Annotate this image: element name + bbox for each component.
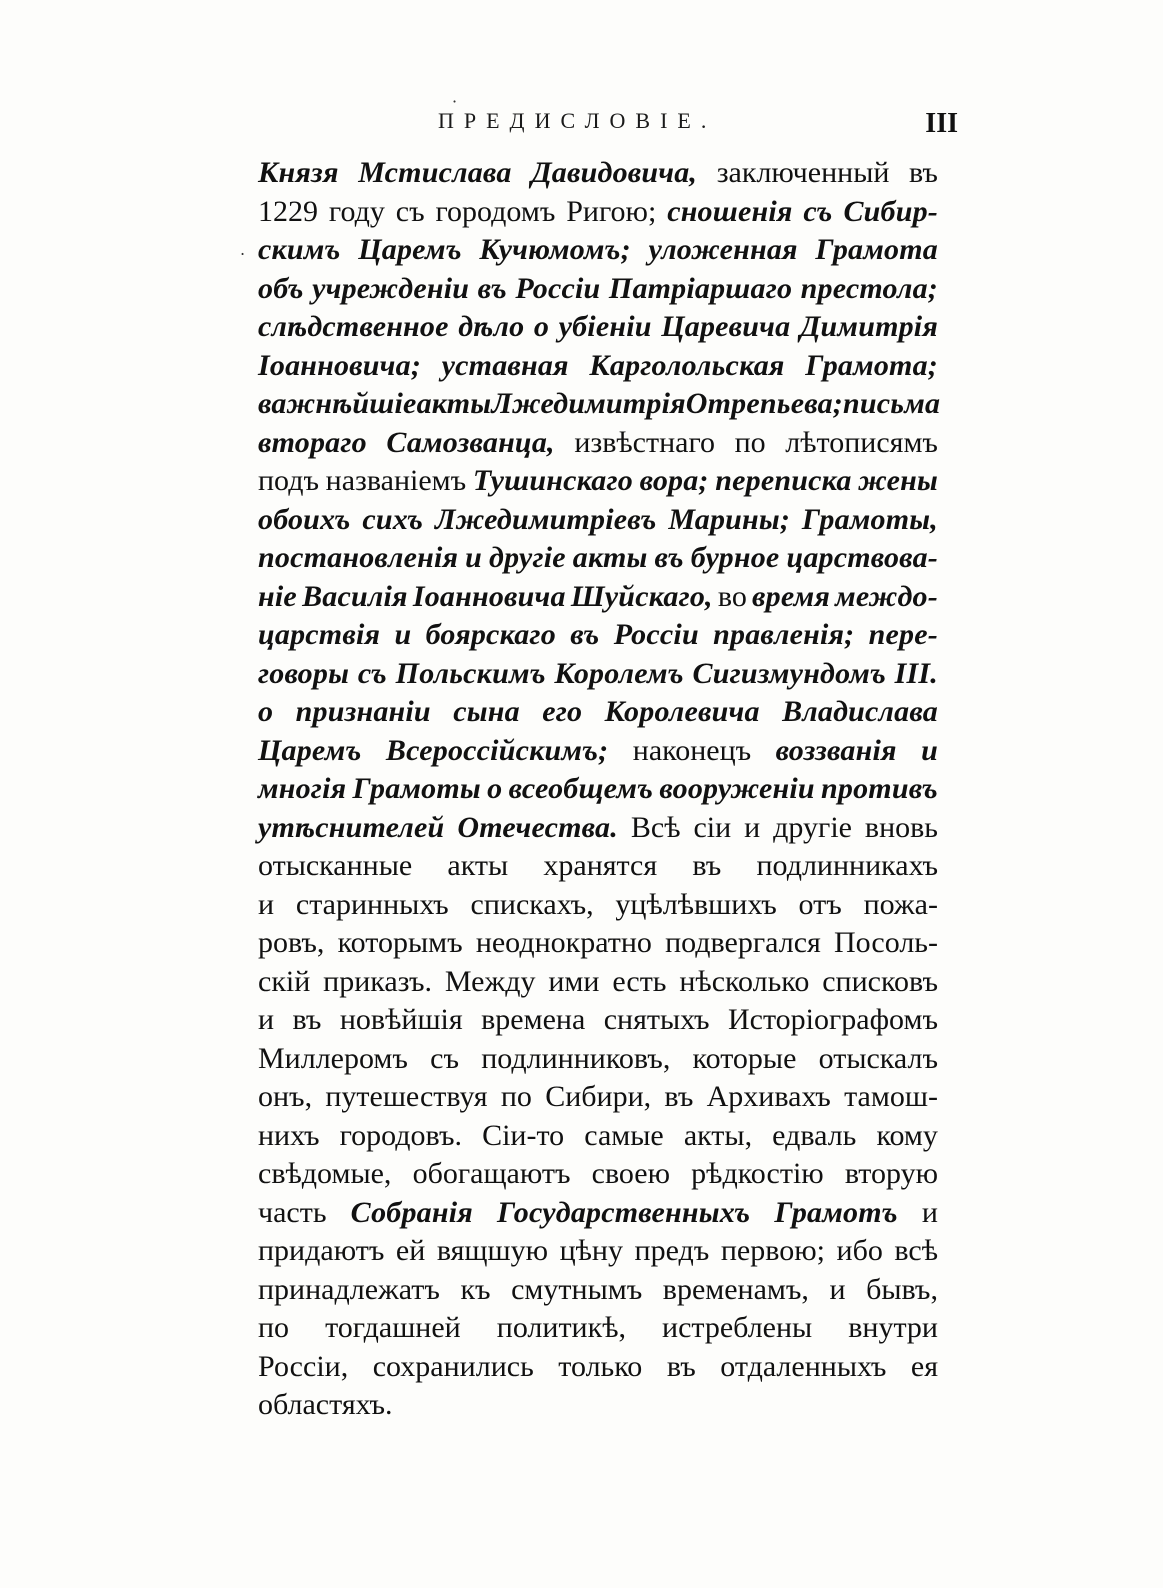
text-word: по	[500, 1080, 532, 1113]
text-word: свѣдомые,	[258, 1157, 392, 1190]
text-word: пере-	[868, 618, 938, 651]
text-word: названіемъ	[325, 464, 467, 497]
text-word: и	[829, 1272, 846, 1306]
text-word: о	[487, 772, 503, 805]
text-word: всеобщемъ	[508, 772, 654, 805]
text-word: Россіи	[613, 618, 699, 651]
text-word: Мстислава	[358, 156, 512, 189]
text-word: сношенія	[667, 194, 793, 228]
text-word: акты	[416, 387, 492, 420]
text-line	[258, 732, 938, 771]
text-word: вновь	[864, 810, 938, 844]
text-word: Лжедимитріевъ	[434, 502, 657, 536]
text-word: скій	[258, 964, 311, 998]
text-word: обоихъ	[258, 502, 351, 536]
print-speck: ·	[452, 92, 458, 111]
text-word: областяхъ.	[258, 1388, 393, 1421]
text-word: сына	[453, 695, 520, 728]
text-word: наконецъ	[632, 733, 752, 767]
text-line	[258, 770, 938, 809]
text-word: скимъ	[258, 233, 341, 266]
text-line	[258, 308, 938, 347]
text-word: царствова-	[786, 541, 938, 574]
text-word: и	[258, 1003, 275, 1036]
text-word: Владислава	[782, 695, 938, 728]
text-word: Польскимъ	[395, 656, 546, 690]
text-line	[258, 1040, 938, 1079]
text-word: III.	[894, 656, 938, 690]
text-word: которымъ	[337, 926, 463, 959]
text-word: подвергался	[665, 926, 821, 959]
text-word: втораго	[258, 425, 367, 459]
text-word: Грамоты,	[801, 502, 938, 536]
text-word: уложенная	[648, 233, 798, 266]
text-word: предъ	[634, 1234, 710, 1267]
text-word: Кучюмомъ;	[479, 233, 631, 266]
text-word: и	[744, 810, 761, 844]
text-word: переписка	[715, 464, 852, 497]
text-word: въ	[666, 1349, 696, 1383]
text-word: Грамоты	[352, 772, 481, 805]
text-word: Князя	[258, 156, 339, 189]
text-word: съ	[803, 194, 833, 228]
text-word: съ	[430, 1041, 459, 1075]
text-word: Королевича	[604, 695, 760, 728]
text-line	[258, 1155, 938, 1194]
text-word: въ	[692, 849, 722, 882]
text-word: Димитрія	[799, 310, 938, 343]
text-word: бывъ,	[866, 1272, 938, 1306]
text-word: Сіи-то	[482, 1118, 565, 1152]
text-word: учрежденіи	[312, 271, 470, 305]
text-word: въ	[570, 618, 600, 651]
text-word: во	[717, 579, 747, 613]
text-word: подлинникахъ	[756, 849, 938, 882]
text-word: Сигизмундомъ	[692, 656, 886, 690]
text-word: есть	[612, 964, 667, 998]
text-word: ровъ,	[258, 926, 325, 959]
text-word: всѣ	[894, 1234, 938, 1267]
text-line	[258, 154, 938, 193]
text-word: его	[542, 695, 583, 728]
text-word: Исторіографомъ	[727, 1003, 938, 1036]
text-word: Между	[444, 964, 536, 998]
text-word: списковъ	[822, 964, 938, 998]
text-word: слѣдственное	[258, 310, 449, 343]
text-word: междо-	[835, 579, 938, 613]
text-word: вора;	[639, 464, 709, 497]
text-line	[258, 1001, 938, 1040]
text-word: къ	[460, 1272, 491, 1306]
text-word: Россіи,	[258, 1349, 349, 1383]
text-line	[258, 462, 938, 501]
running-head: ПРЕДИСЛОВІЕ.	[438, 108, 717, 133]
text-line	[258, 693, 938, 732]
text-word: въ	[477, 271, 507, 305]
text-word: извѣстнаго	[574, 425, 716, 459]
text-word: кому	[876, 1118, 938, 1152]
text-word: и	[921, 733, 938, 767]
text-word: уставная	[441, 348, 569, 382]
page-number: III	[925, 108, 958, 139]
text-word: ибо	[836, 1234, 883, 1267]
text-line	[258, 1078, 938, 1117]
text-word: по	[734, 425, 766, 459]
text-word: Царемъ	[358, 233, 462, 266]
text-word: Россіи	[515, 271, 601, 305]
text-word: только	[558, 1349, 643, 1383]
text-word: Іоанновича	[412, 579, 566, 613]
text-word: утѣснителей	[258, 810, 445, 844]
text-word: Василія	[302, 579, 408, 613]
text-word: тогдашней	[325, 1311, 461, 1344]
text-word: акты	[572, 541, 648, 574]
text-word: сіи	[693, 810, 732, 844]
text-word: онъ,	[258, 1080, 313, 1113]
text-word: объ	[258, 271, 304, 305]
text-word: о	[533, 310, 550, 343]
text-word: Тушинскаго	[472, 464, 633, 497]
text-word: Отечества.	[457, 810, 618, 844]
text-word: отысканные	[258, 849, 413, 882]
text-line	[258, 1194, 938, 1233]
text-word: другіе	[773, 810, 852, 844]
text-line	[258, 655, 938, 694]
text-word: правленія;	[713, 618, 855, 651]
text-word: Грамота;	[805, 348, 938, 382]
text-word: Миллеромъ	[258, 1041, 408, 1075]
text-word: Марины;	[668, 502, 791, 536]
text-word: своею	[591, 1157, 671, 1190]
text-word: путешествуя	[325, 1080, 488, 1113]
text-word: Карголольская	[589, 348, 785, 382]
text-word: отыскалъ	[818, 1041, 938, 1075]
text-word: многія	[258, 772, 347, 805]
text-word: сихъ	[362, 502, 424, 536]
text-word: ніе	[258, 579, 297, 613]
text-word: вторую	[844, 1157, 938, 1190]
text-word: тамош-	[844, 1080, 938, 1113]
text-word: Архивахъ	[706, 1080, 831, 1113]
text-word: спискахъ,	[470, 887, 594, 921]
text-word: году	[328, 194, 385, 228]
text-word: политикѣ,	[496, 1311, 626, 1344]
text-word: Грамотъ	[774, 1195, 898, 1229]
text-word: боярскаго	[425, 618, 556, 651]
text-word: ея	[910, 1349, 938, 1383]
text-word: о	[258, 695, 274, 728]
text-word: новѣйшія	[339, 1003, 463, 1036]
text-word: важнѣйшіе	[258, 387, 417, 420]
text-word: воззванія	[775, 733, 897, 767]
text-word: Сибири,	[545, 1080, 652, 1113]
text-word: уцѣлѣвшихъ	[615, 887, 777, 921]
text-word: снятыхъ	[603, 1003, 710, 1036]
text-line	[258, 1271, 938, 1310]
text-word: Отрепьева;	[685, 387, 843, 420]
text-word: нихъ	[258, 1118, 320, 1152]
text-word: пожа-	[863, 887, 938, 921]
text-word: по	[258, 1311, 290, 1344]
text-word: смутнымъ	[511, 1272, 643, 1306]
text-word: Государственныхъ	[497, 1195, 751, 1229]
text-word: отъ	[798, 887, 842, 921]
text-line	[258, 1309, 938, 1348]
text-line	[258, 924, 938, 963]
text-line	[258, 1386, 938, 1425]
text-line	[258, 616, 938, 655]
text-word: въ	[664, 1080, 694, 1113]
text-word: Царевича	[661, 310, 791, 343]
text-word: съ	[395, 194, 425, 228]
text-line	[258, 231, 938, 270]
text-word: Королемъ	[554, 656, 684, 690]
text-word: цѣну	[559, 1234, 623, 1267]
text-line	[258, 1232, 938, 1271]
text-line	[258, 886, 938, 925]
text-word: городомъ	[435, 194, 556, 228]
text-word: письма	[843, 387, 941, 420]
text-word: временамъ,	[662, 1272, 809, 1306]
text-word: самые	[584, 1118, 664, 1152]
text-line	[258, 847, 938, 886]
text-word: ей	[395, 1234, 426, 1267]
text-line	[258, 539, 938, 578]
text-line	[258, 270, 938, 309]
text-word: неоднократно	[475, 926, 652, 959]
text-word: признаніи	[295, 695, 431, 728]
text-word: вооруженіи	[659, 772, 815, 805]
text-word: времена	[481, 1003, 586, 1036]
text-word: часть	[258, 1195, 327, 1229]
text-word: 1229	[258, 194, 318, 228]
text-word: Всѣ	[630, 810, 681, 844]
text-word: обогащаютъ	[412, 1157, 571, 1190]
text-line	[258, 1117, 938, 1156]
text-word: подлинниковъ,	[481, 1041, 671, 1075]
text-line	[258, 578, 938, 617]
text-line	[258, 501, 938, 540]
text-word: лѣтописямъ	[785, 425, 938, 459]
text-word: заключенный	[716, 156, 890, 189]
text-word: отдаленныхъ	[720, 1349, 887, 1383]
text-word: въ	[909, 156, 938, 189]
text-word: говоры	[258, 656, 350, 690]
text-word: истреблены	[662, 1311, 813, 1344]
text-word: и	[258, 887, 275, 921]
text-word: старинныхъ	[295, 887, 449, 921]
text-word: Всероссійскимъ;	[385, 733, 609, 767]
text-word: Патріаршаго	[608, 271, 793, 305]
text-line	[258, 347, 938, 386]
text-word: нѣсколько	[679, 964, 810, 998]
text-word: хранятся	[543, 849, 658, 882]
text-word: въ	[292, 1003, 322, 1036]
text-word: и	[921, 1195, 938, 1229]
text-word: Собранія	[350, 1195, 473, 1229]
text-line	[258, 193, 938, 232]
text-line	[258, 963, 938, 1002]
text-word: убіеніи	[558, 310, 652, 343]
text-word: другіе	[489, 541, 566, 574]
text-word: акты,	[683, 1118, 753, 1152]
text-word: царствія	[258, 618, 381, 651]
text-word: едваль	[772, 1118, 857, 1152]
text-word: Лжедимитрія	[491, 387, 686, 420]
text-word: постановленія	[258, 541, 459, 574]
text-word: Шуйскаго,	[570, 579, 713, 613]
text-line	[258, 1348, 938, 1387]
text-word: съ	[357, 656, 387, 690]
text-word: Сибир-	[843, 194, 938, 228]
text-word: сохранились	[372, 1349, 534, 1383]
text-word: бурное	[690, 541, 780, 574]
text-word: принадлежатъ	[258, 1272, 440, 1306]
text-word: Давидовича,	[531, 156, 698, 189]
text-word: первою;	[720, 1234, 825, 1267]
text-word: Посоль-	[834, 926, 938, 959]
body-text	[258, 154, 941, 1425]
text-word: жены	[858, 464, 938, 497]
text-line	[258, 424, 938, 463]
text-word: время	[752, 579, 831, 613]
text-word: Царемъ	[258, 733, 362, 767]
text-word: противъ	[821, 772, 938, 805]
text-word: въ	[654, 541, 684, 574]
text-word: внутри	[848, 1311, 938, 1344]
text-word: престола;	[800, 271, 938, 305]
text-word: городовъ.	[339, 1118, 462, 1152]
text-word: акты	[447, 849, 509, 882]
text-word: ими	[548, 964, 600, 998]
print-speck: .	[240, 240, 246, 259]
page-header	[258, 108, 958, 144]
text-word: Іоанновича;	[258, 348, 422, 382]
text-line	[258, 809, 938, 848]
text-word: вящшую	[436, 1234, 549, 1267]
text-word: рѣдкостію	[691, 1157, 824, 1190]
text-word: дѣло	[458, 310, 525, 343]
text-word: которые	[692, 1041, 797, 1075]
text-word: Ригою;	[566, 194, 657, 228]
text-word: приказъ.	[323, 964, 433, 998]
text-word: придаютъ	[258, 1234, 385, 1267]
text-word: и	[394, 618, 412, 651]
text-line	[258, 385, 941, 424]
text-word: Самозванца,	[386, 425, 555, 459]
text-word: подъ	[258, 464, 319, 497]
text-word: и	[465, 541, 483, 574]
text-word: Грамота	[815, 233, 938, 266]
